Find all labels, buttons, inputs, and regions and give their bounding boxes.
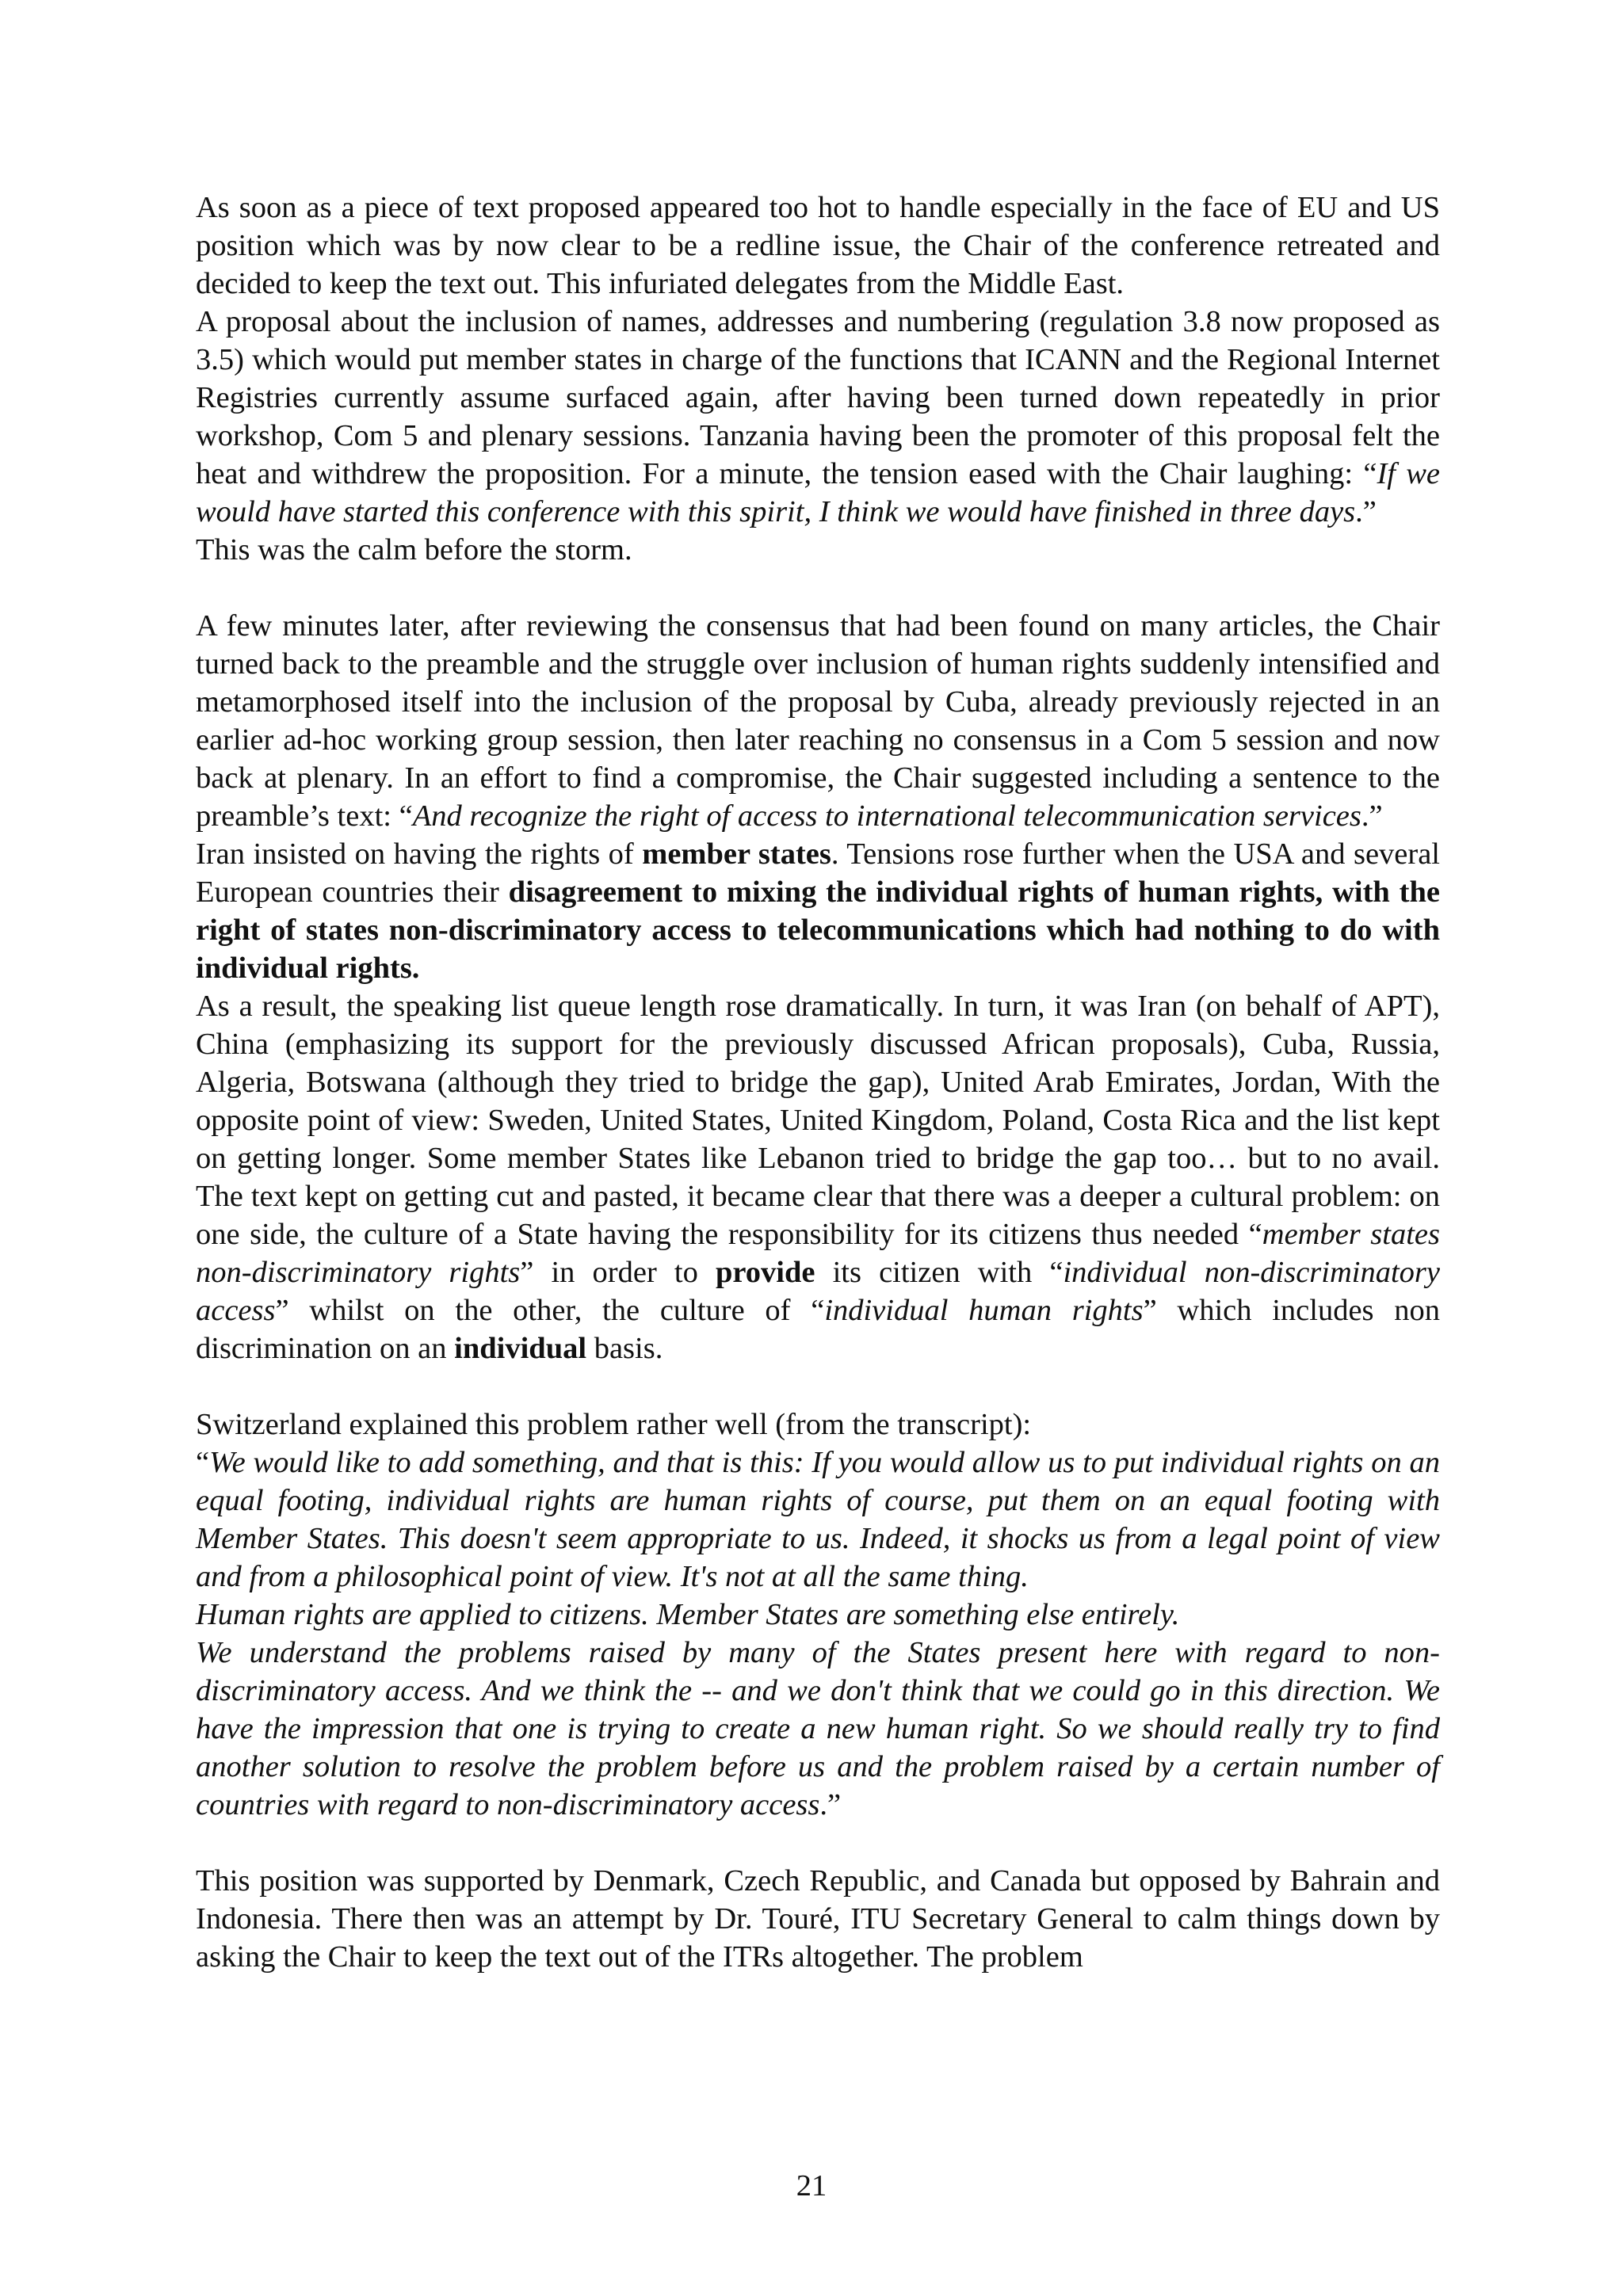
paragraph-gap: [196, 1367, 1440, 1405]
paragraph-switzerland-intro: [196, 1405, 1440, 1444]
chair-quote: If we would have started this conference with this spirit, I think we would have finished in three days: [196, 457, 1440, 528]
text-run: its citizen with “: [815, 1256, 1064, 1289]
quote-switzerland-part-1: [196, 1444, 1440, 1596]
text-run: . Tensions rose further when the USA and several European countries their: [196, 837, 1440, 909]
quote-switzerland-part-3: [196, 1634, 1440, 1824]
paragraph-speaking-list: [196, 987, 1440, 1367]
paragraph-preamble-struggle: [196, 607, 1440, 835]
paragraph-gap: [196, 569, 1440, 607]
italic-run: We understand the problems raised by many of the States present here with regard to non-discriminatory access. And we think the -- and we don't think that we could go in this direction. We have the impression that one is trying to create a new human right. So we should really try to find another solution to resolve the problem before us and the problem raised by a certain number of countries with regard to non-discriminatory access: [196, 1636, 1440, 1821]
preamble-quote: And recognize the right of access to international telecommunication services: [412, 799, 1361, 833]
bold-run: individual: [454, 1332, 587, 1365]
bold-run: member states: [642, 837, 831, 871]
paragraph-position-support: [196, 1862, 1440, 1976]
italic-run: Human rights are applied to citizens. Member States are something else entirely.: [196, 1598, 1180, 1631]
text-run: This position was supported by Denmark, Czech Republic, and Canada but opposed by Bahrain and Indonesia. There then was an attempt by Dr. Touré, ITU Secretary General to calm things down by asking the Chair to keep the text out of the ITRs altogether. The problem: [196, 1864, 1440, 1974]
text-run: This was the calm before the storm.: [196, 533, 632, 566]
text-run: As a result, the speaking list queue length rose dramatically. In turn, it was Iran (on behalf of APT), China (emphasizing its support for the previously discussed African proposals), Cuba, Russia, Algeria, Botswana (although they tried to bridge the gap), United Arab Emirates, Jordan, With the opposite point of view: Sweden, United States, United Kingdom, Poland, Costa Rica and the list kept on getting longer. Some member States like Lebanon tried to bridge the gap too… but to no avail. The text kept on getting cut and pasted, it became clear that there was a deeper a cultural problem: on one side, the culture of a State having the responsibility for its citizens thus needed “: [196, 990, 1440, 1251]
text-run: A proposal about the inclusion of names, addresses and numbering (regulation 3.8 now proposed as 3.5) which would put member states in charge of the functions that ICANN and the Regional Internet Registries currently assume surfaced again, after having been turned down repeatedly in prior workshop, Com 5 and plenary sessions. Tanzania having been the promoter of this proposal felt the heat and withdrew the proposition. For a minute, the tension eased with the Chair laughing: “: [196, 305, 1440, 490]
paragraph-gap: [196, 1824, 1440, 1862]
text-run: “: [196, 1446, 210, 1479]
text-run: ” which includes non discrimination on an: [196, 1294, 1440, 1365]
text-run: basis.: [586, 1332, 663, 1365]
text-run: Iran insisted on having the rights of: [196, 837, 643, 871]
paragraph-iran-member-states: [196, 835, 1440, 987]
paragraph-calm-before-storm: [196, 531, 1440, 569]
italic-run: individual human rights: [824, 1294, 1144, 1327]
paragraph-chair-retreat: [196, 189, 1440, 303]
text-run: .”: [1361, 799, 1383, 833]
text-run: A few minutes later, after reviewing the consensus that had been found on many articles, the Chair turned back to the preamble and the struggle over inclusion of human rights suddenly intensified and metamorphosed itself into the inclusion of the proposal by Cuba, already previously rejected in an earlier ad-hoc working group session, then later reaching no consensus in a Com 5 session and now back at plenary. In an effort to find a compromise, the Chair suggested including a sentence to the preamble’s text: “: [196, 609, 1440, 833]
text-run: ” whilst on the other, the culture of “: [275, 1294, 825, 1327]
bold-run: disagreement to mixing the individual rights of human rights, with the right of states non-discriminatory access to telecommunications which had nothing to do with individual rights.: [196, 875, 1440, 985]
italic-run: individual non-discriminatory access: [196, 1256, 1440, 1327]
paragraph-names-addresses-proposal: [196, 303, 1440, 531]
text-run: .”: [1355, 495, 1377, 528]
text-run: Switzerland explained this problem rather well (from the transcript):: [196, 1408, 1032, 1441]
quote-switzerland-part-2: [196, 1596, 1440, 1634]
text-run: ” in order to: [520, 1256, 716, 1289]
page-number: 21: [796, 2169, 827, 2203]
text-run: .”: [819, 1788, 842, 1821]
bold-run: provide: [715, 1256, 815, 1289]
body-text: [196, 189, 1440, 1976]
italic-run: member states non-discriminatory rights: [196, 1218, 1441, 1289]
italic-run: We would like to add something, and that is this: If you would allow us to put individual rights on an equal footing, individual rights are human rights of course, put them on an equal footing with Member States. This doesn't seem appropriate to us. Indeed, it shocks us from a legal point of view and from a philosophical point of view. It's not at all the same thing.: [196, 1446, 1440, 1593]
text-run: As soon as a piece of text proposed appeared too hot to handle especially in the face of EU and US position which was by now clear to be a redline issue, the Chair of the conference retreated and decided to keep the text out. This infuriated delegates from the Middle East.: [196, 191, 1440, 300]
